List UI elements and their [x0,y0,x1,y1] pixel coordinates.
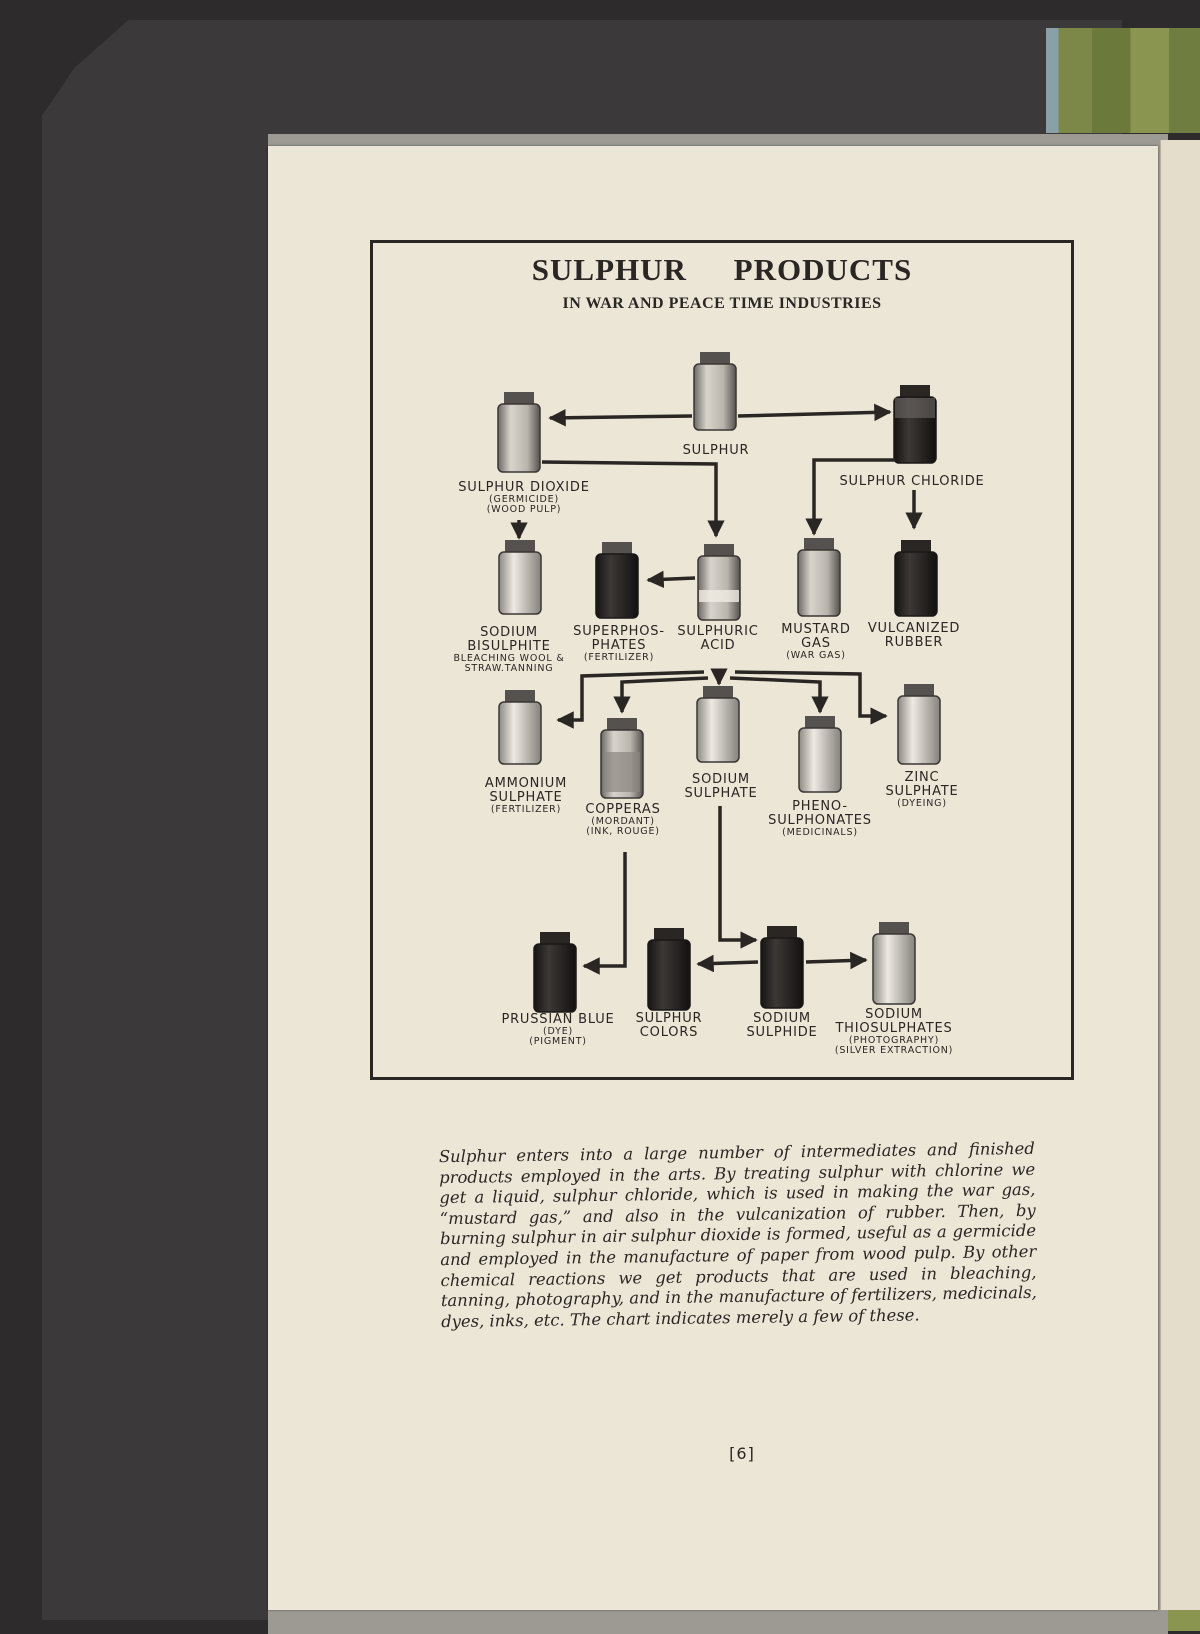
chart-subtitle: IN WAR AND PEACE TIME INDUSTRIES [562,295,882,312]
bottle-copperas [601,718,643,798]
body-paragraph: Sulphur enters into a large number of intermediates and finished products employed in the arts. By treating sulphur with chlorine we get a liquid, sulphur chloride, which is used in making the war gas, “mustard gas,” and also in the vulcanization of rubber. Then, by burning sulphur in air sulphur dioxide is formed, useful as a germicide and employed in the manufacture of paper from wood pulp. By other chemical reactions we get products that are used in bleaching, tanning, photography, and in the manufacture of fertilizers, medicinals, dyes, inks, etc. The chart indicates merely a few of these. [438,1138,1037,1331]
label-sulphur: SULPHUR [682,443,750,458]
label-zinc-sulphate: ZINC SULPHATE (DYEING) [885,770,959,810]
label-sodium-sulphide: SODIUM SULPHIDE [746,1011,818,1041]
bottle-sulphuric-acid [698,544,740,620]
chart-title: SULPHUR PRODUCTS [531,252,913,287]
label-phenosulphonates: PHENO- SULPHONATES (MEDICINALS) [768,799,872,839]
label-sulphur-chloride: SULPHUR CHLORIDE [839,474,985,489]
label-ammonium-sulphate: AMMONIUM SULPHATE (FERTILIZER) [484,776,568,816]
label-sodium-thiosulphates: SODIUM THIOSULPHATES (PHOTOGRAPHY) (SILVER EXTRACTION) [834,1007,954,1057]
label-sulphur-dioxide: SULPHUR DIOXIDE (GERMICIDE) (WOOD PULP) [458,480,590,516]
bottle-sodium-thiosulphates [873,922,915,1004]
page-number: [6] [729,1444,755,1463]
bottle-vulcanized-rubber [895,540,937,616]
label-sulphuric-acid: SULPHURIC ACID [677,624,759,654]
bottle-sodium-sulphate [697,686,739,762]
bottle-prussian-blue [534,932,576,1012]
bottle-superphosphates [596,542,638,618]
bottle-sulphur-colors [648,928,690,1010]
bottle-sulphur [694,352,736,430]
label-sulphur-colors: SULPHUR COLORS [635,1011,703,1041]
label-mustard-gas: MUSTARD GAS (WAR GAS) [781,622,851,662]
bottle-mustard-gas [798,538,840,616]
label-copperas: COPPERAS (MORDANT) (INK, ROUGE) [585,802,661,838]
bottle-sulphur-chloride [894,385,936,463]
bottle-sulphur-dioxide [498,392,540,472]
label-superphosphates: SUPERPHOS- PHATES (FERTILIZER) [573,624,665,664]
bottle-phenosulphonates [799,716,841,792]
label-sodium-sulphate: SODIUM SULPHATE [684,772,758,802]
label-vulcanized-rubber: VULCANIZED RUBBER [867,621,961,651]
bottle-sodium-bisulphite [499,540,541,614]
label-prussian-blue: PRUSSIAN BLUE (DYE) (PIGMENT) [501,1012,615,1048]
label-sodium-bisulphite: SODIUM BISULPHITE BLEACHING WOOL & STRAW.TANNING [453,625,565,675]
bottle-ammonium-sulphate [499,690,541,764]
bottle-sodium-sulphide [761,926,803,1008]
bottle-zinc-sulphate [898,684,940,764]
